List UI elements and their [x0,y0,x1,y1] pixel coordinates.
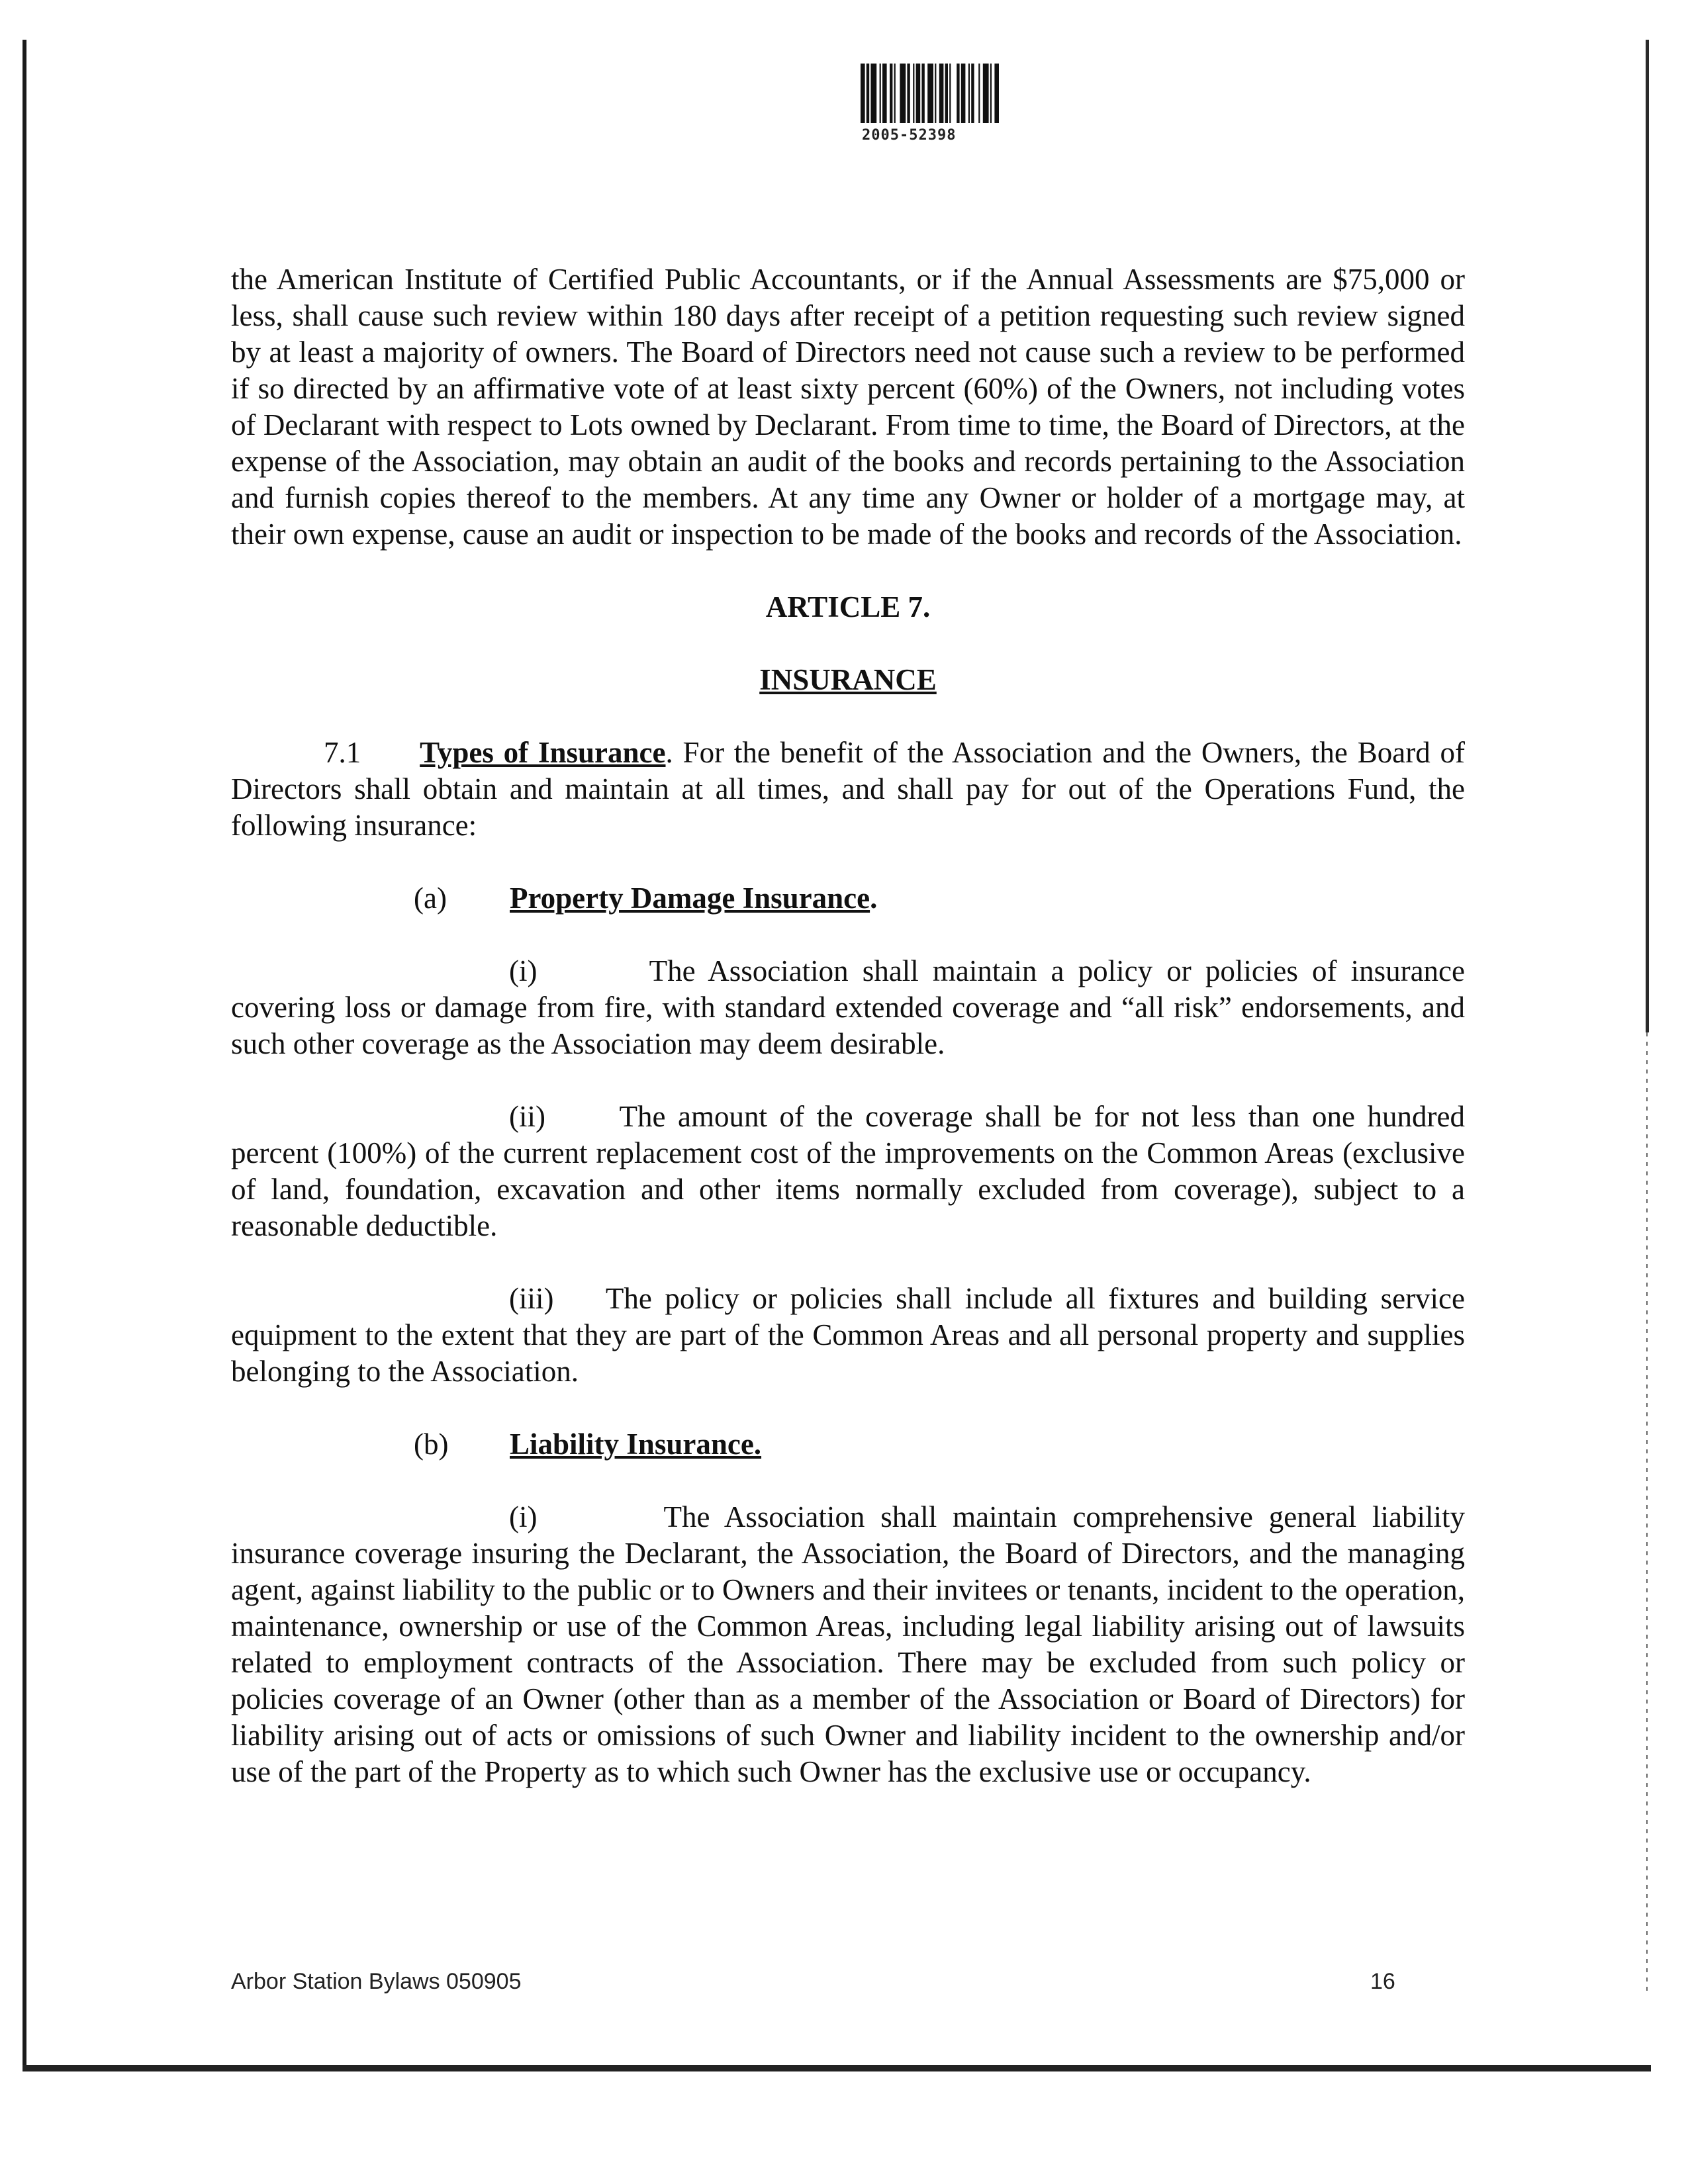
subsection-a-heading [231,880,1465,917]
barcode-bar [890,64,892,123]
barcode-bar [907,64,910,123]
barcode-bar [913,64,914,123]
barcode-bar [882,64,887,123]
subsection-a-label: (a) [414,882,447,915]
barcode-bar [994,64,999,123]
subsection-b-heading [231,1426,1465,1463]
scan-edge-right-dashed [1646,1032,1648,1992]
subsection-a-title-suffix: . [870,882,878,915]
item-number: (i) [509,954,538,987]
section-number: 7.1 [324,736,361,769]
subsection-a-item-i [231,953,1465,1062]
barcode-bar [894,64,896,123]
barcode-bar [978,64,980,123]
barcode-bar [870,64,876,123]
barcode-bar [867,64,869,123]
barcode-bar [916,64,921,123]
item-text: The amount of the coverage shall be for not less than one hundred percent (100%) of the current replacement cost of the improvements on the Common Areas (exclusive of land, foundation, excavation and other items normally excluded from coverage), subject to a reasonable deductible. [231,1100,1466,1242]
barcode-bar [949,64,951,123]
footer-page-number: 16 [1370,1969,1395,1994]
barcode-bar [961,64,966,123]
article-title-text: INSURANCE [759,663,937,696]
scan-edge-right [1646,40,1649,1032]
subsection-a-item-ii [231,1099,1465,1244]
subsection-b-item-i [231,1499,1465,1790]
document-body [231,261,1465,1790]
subsection-a-title: Property Damage Insurance [510,882,870,915]
section-text: For the benefit of the Association and the Owners, the Board of Directors shall obtain and maintain at all times, and shall pay for out of the Operations Fund, the following insurance: [231,736,1465,842]
subsection-a-item-iii [231,1281,1465,1390]
article-title [231,662,1465,698]
barcode-bar [861,64,865,123]
barcode-bar [900,64,906,123]
intro-paragraph: the American Institute of Certified Public Accountants, or if the Annual Assessments are $75,000 or less, shall cause such review within 180 days after receipt of a petition requesting such review signed by at least a majority of owners. The Board of Directors need not cause such a review to be performed if so directed by an affirmative vote of at least sixty percent (60%) of the Owners, not including votes of Declarant with respect to Lots owned by Declarant. From time to time, the Board of Directors, at the expense of the Association, may obtain an audit of the books and records pertaining to the Association and furnish copies thereof to the members. At any time any Owner or holder of a mortgage may, at their own expense, cause an audit or inspection to be made of the books and records of the Association. [231,263,1465,551]
barcode-bar [971,64,974,123]
barcode-bar [935,64,936,123]
item-number: (ii) [509,1100,545,1133]
barcode-bar [927,64,933,123]
barcode-bar [990,64,992,123]
barcode-bar [957,64,959,123]
section-title: Types of Insurance [420,736,666,769]
subsection-b-title: Liability Insurance. [510,1428,762,1461]
barcode-bar [880,64,881,123]
barcode-number: 2005-52398 [862,127,957,144]
footer-document-name: Arbor Station Bylaws 050905 [231,1969,522,1994]
item-text: The policy or policies shall include all fixtures and building service equipment to the extent that they are part of the Common Areas and all personal property and supplies belonging to the Association. [231,1282,1466,1388]
item-number: (i) [509,1500,538,1533]
item-text: The Association shall maintain comprehensive general liability insurance coverage insuring the Declarant, the Association, the Board of Directors, and the managing agent, against liability to the public or to Owners and their invitees or tenants, incident to the operation, maintenance, ownership or use of the Common Areas, including legal liability arising out of lawsuits related to employment contracts of the Association. There may be excluded from such policy or policies coverage of an Owner (other than as a member of the Association or Board of Directors) for liability arising out of acts or omissions of such Owner and liability incident to the ownership and/or use of the part of the Property as to which such Owner has the exclusive use or occupancy. [231,1500,1465,1788]
subsection-b-label: (b) [414,1428,449,1461]
barcode-bar [968,64,970,123]
scan-edge-bottom [23,2065,1651,2071]
barcode-bar [939,64,944,123]
scan-edge-left [23,40,26,2065]
barcode-bar [983,64,989,123]
barcode-bar [921,64,924,123]
barcode-bar [945,64,948,123]
item-text: The Association shall maintain a policy or policies of insurance covering loss or damage from fire, with standard extended coverage and “all risk” endorsements, and such other coverage as the Association may deem desirable. [231,954,1466,1060]
article-heading: ARTICLE 7. [765,590,931,623]
item-number: (iii) [509,1282,554,1315]
section-7-1 [231,735,1465,844]
section-title-suffix: . [665,736,673,769]
barcode-image [861,64,1152,123]
